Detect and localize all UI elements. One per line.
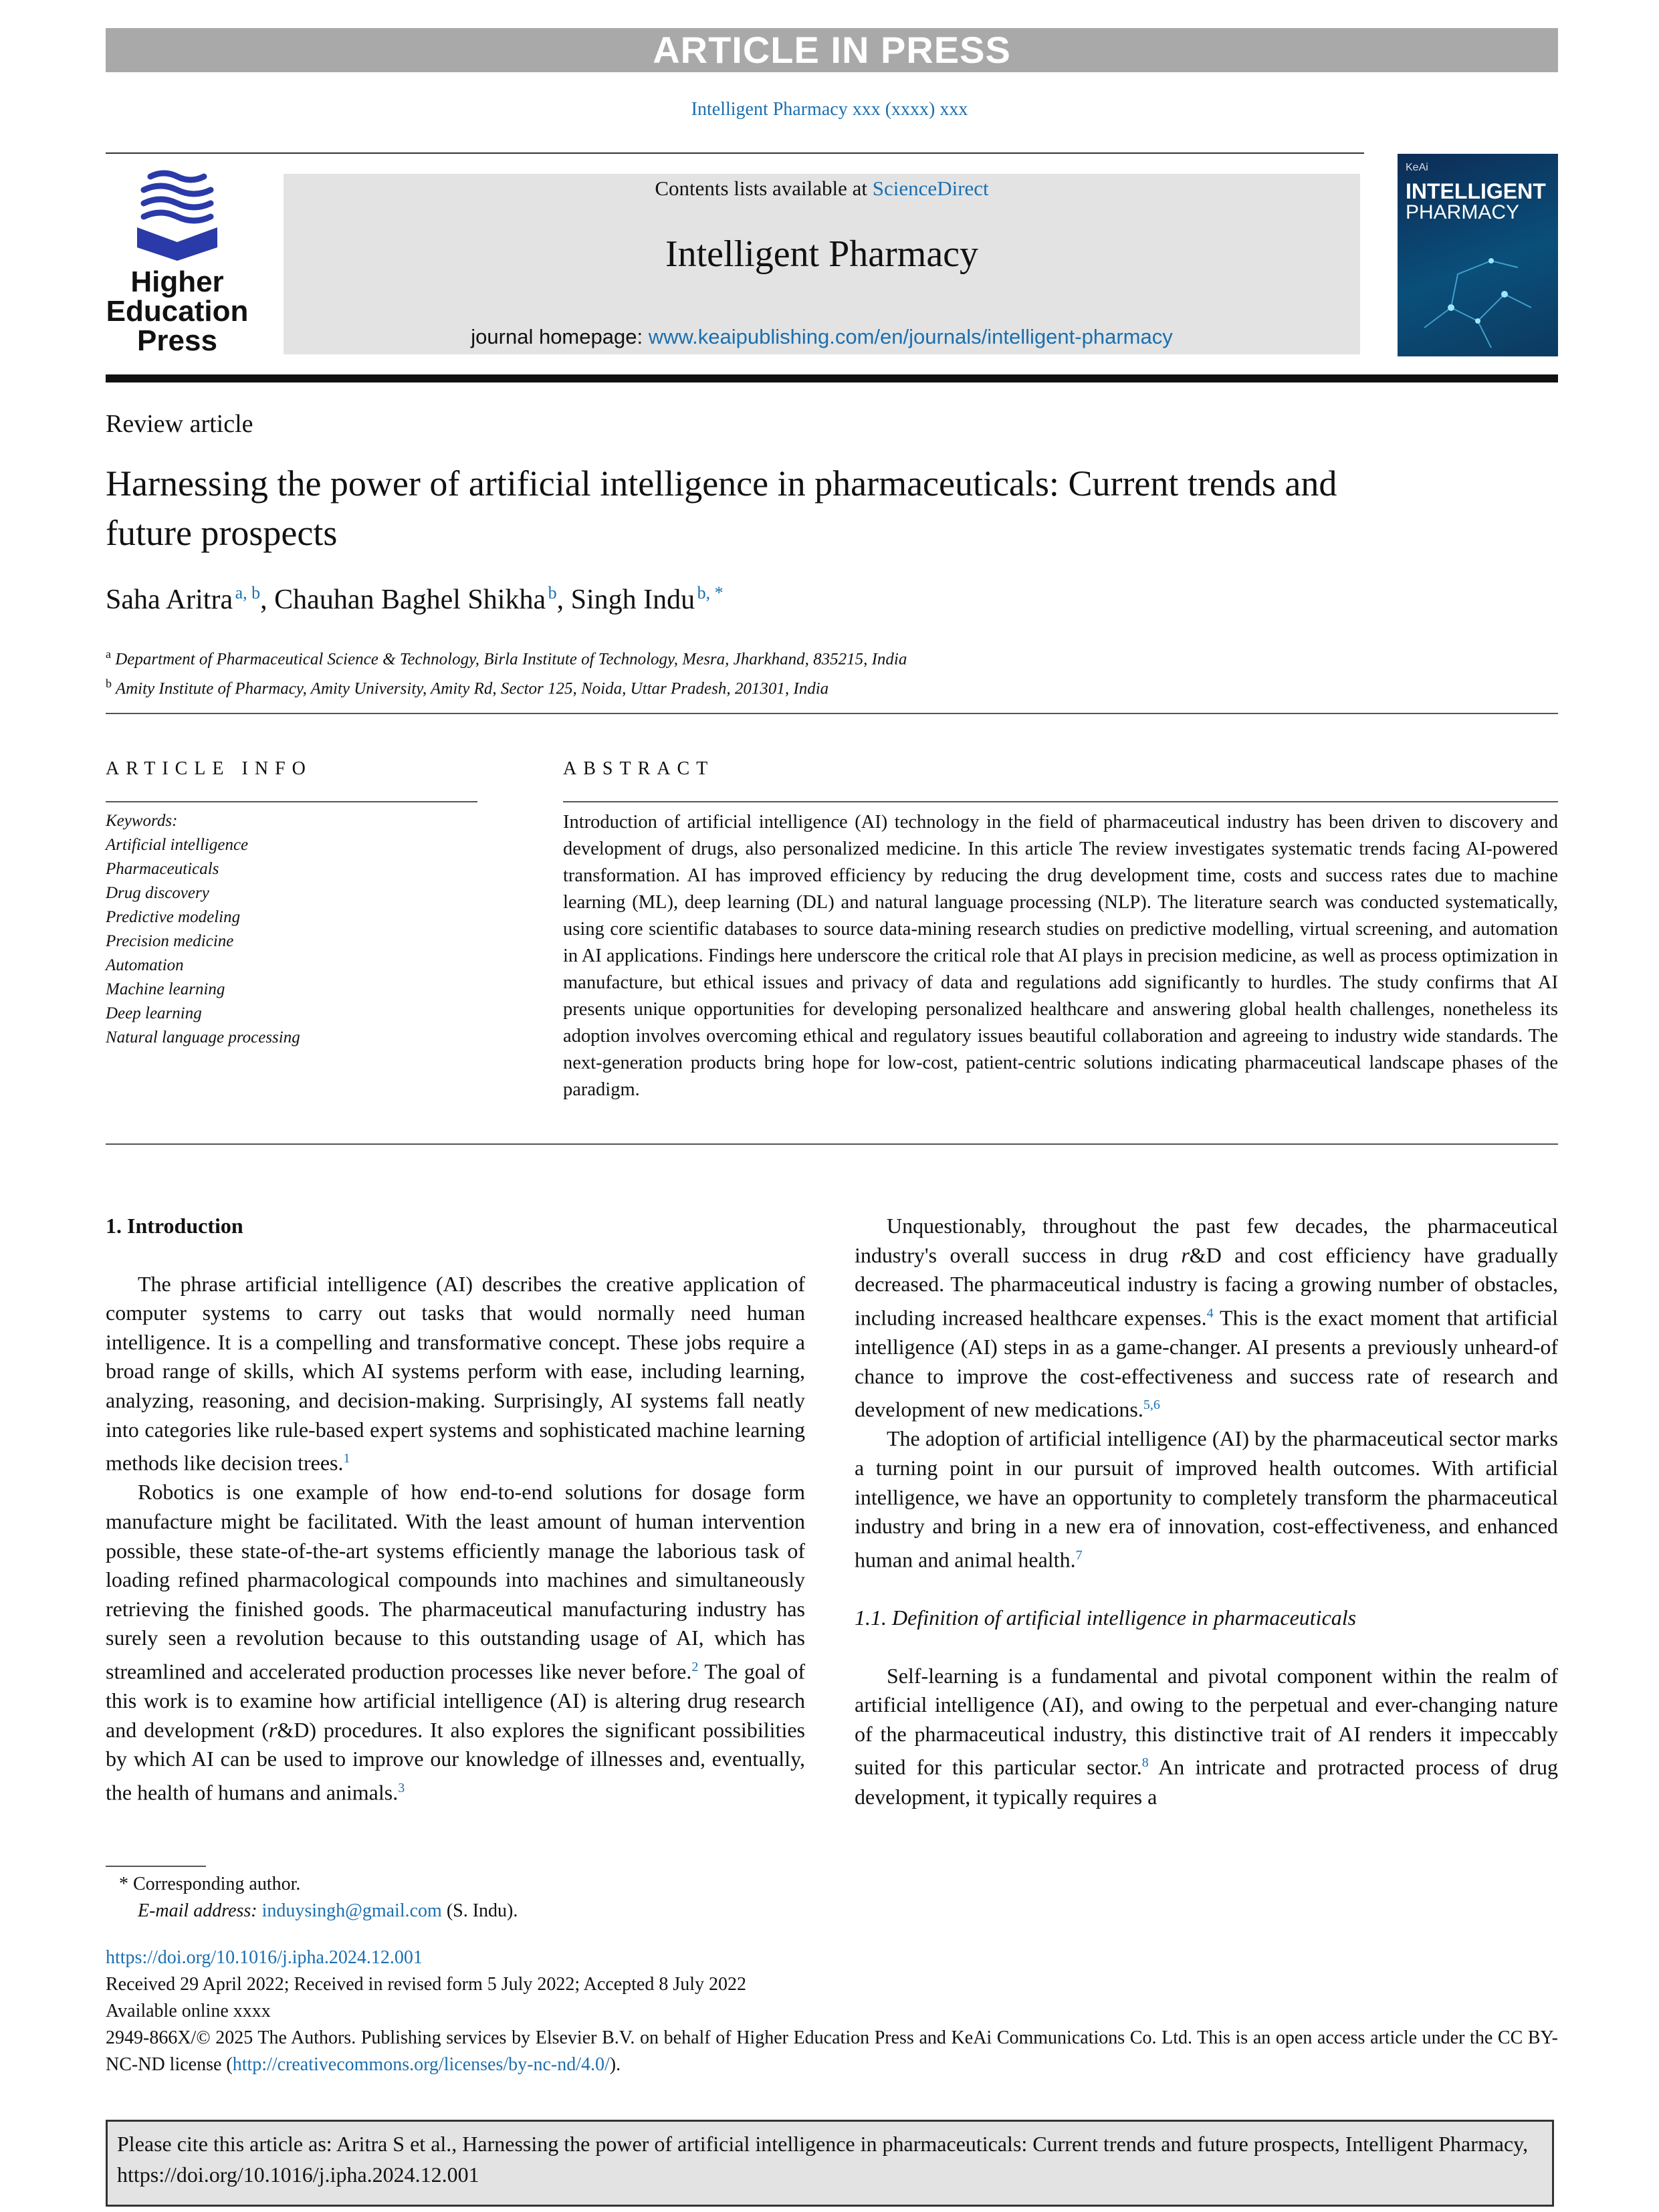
license-statement: 2949-866X/© 2025 The Authors. Publishing services by Elsevier B.V. on behalf of Higher Education Press and KeAi Communications Co. Ltd. This is an open access article under the CC BY-NC-ND license (http://creativecommons.org/licenses/by-nc-nd/4.0/). <box>106 2027 1558 2075</box>
keywords-list <box>106 809 300 1050</box>
author-name: Singh Indu <box>570 584 695 615</box>
header-thick-divider <box>106 374 1558 382</box>
abstract-heading: ABSTRACT <box>563 758 715 779</box>
publisher-logo-line2: Education <box>106 295 249 328</box>
publisher-logo-line1: Higher <box>130 265 224 298</box>
paragraph: Self-learning is a fundamental and pivotal component within the realm of artificial intelligence (AI), and owing to the perpetual and ever-changing nature of the pharmaceutical industry, this distinctive trait of AI renders it impeccably suited for this particular sector.$^8$ An intricate and protracted process of drug development, it typically requires a <box>855 1663 1559 1809</box>
footnote-divider <box>106 1866 206 1867</box>
contents-line: Contents lists available at ScienceDirect <box>655 177 989 200</box>
keyword: Natural language processing <box>106 1028 300 1046</box>
citation-ref[interactable]: 1 <box>343 1451 350 1466</box>
cover-publisher: KeAi <box>1406 162 1428 173</box>
keyword: Predictive modeling <box>106 908 241 926</box>
affiliation-item: $^b$ Amity Institute of Pharmacy, Amity University, Amity Rd, Sector 125, Noida, Uttar Pradesh, 201301, India <box>106 677 829 698</box>
body-column-left <box>106 1212 805 1807</box>
citation-ref[interactable]: 5,6 <box>1143 1398 1160 1413</box>
affiliations <box>106 642 907 701</box>
keyword: Precision medicine <box>106 932 234 950</box>
article-info-heading: ARTICLE INFO <box>106 758 312 779</box>
paragraph: The adoption of artificial intelligence (AI) by the pharmaceutical sector marks a turning point in our pursuit of improved health outcomes. With artificial intelligence, we have an opportunity to completely transform the pharmaceutical industry and bring in a new era of innovation, cost-effectiveness, and enhanced human and animal health.$^7$ <box>855 1426 1558 1572</box>
article-in-press-banner: ARTICLE IN PRESS <box>106 28 1558 72</box>
molecule-graphic-icon <box>1398 227 1558 356</box>
body-column-right <box>855 1212 1558 1811</box>
journal-reference-link[interactable]: Intelligent Pharmacy xxx (xxxx) xxx <box>691 99 968 120</box>
citation-ref[interactable]: 8 <box>1141 1755 1149 1771</box>
journal-title: Intelligent Pharmacy <box>665 233 979 275</box>
article-type: Review article <box>106 410 253 438</box>
corresponding-author-footnote: * Corresponding author. E-mail address: induysingh@gmail.com (S. Indu). <box>119 1874 518 1921</box>
doi-link[interactable]: https://doi.org/10.1016/j.ipha.2024.12.001 <box>106 1947 423 1968</box>
author-name: Saha Aritra <box>106 584 233 615</box>
journal-homepage: journal homepage: www.keaipublishing.com/en/journals/intelligent-pharmacy <box>471 325 1173 348</box>
author-name: Chauhan Baghel Shikha <box>274 584 546 615</box>
author-affiliation-marks[interactable]: b <box>548 583 557 602</box>
citation-ref[interactable]: 3 <box>398 1781 405 1795</box>
publisher-logo-line3: Press <box>137 324 217 357</box>
license-link[interactable]: http://creativecommons.org/licenses/by-nc-nd/4.0/ <box>232 2054 610 2075</box>
citation-ref[interactable]: 4 <box>1206 1305 1214 1321</box>
top-divider <box>106 152 1364 154</box>
author-list: Saha Aritra $^{a, b}$, Chauhan Baghel Shikha $^b$, Singh Indu $^{b, *}$ <box>106 583 724 615</box>
homepage-link[interactable]: www.keaipublishing.com/en/journals/intelligent-pharmacy <box>648 325 1173 348</box>
abstract-divider <box>563 801 1558 802</box>
subsection-heading: 1.1. Definition of artificial intelligence in pharmaceuticals <box>855 1606 1357 1630</box>
received-dates: Received 29 April 2022; Received in revised form 5 July 2022; Accepted 8 July 2022 <box>106 1974 747 1995</box>
keywords-label: Keywords: <box>106 812 178 830</box>
journal-cover-image <box>1398 154 1558 356</box>
keyword: Machine learning <box>106 980 225 998</box>
paragraph: Unquestionably, throughout the past few decades, the pharmaceutical industry's overall success in drug r&D and cost efficiency have gradually decreased. The pharmaceutical industry is facing a growing number of obstacles, including increased healthcare expenses.$^4$ This is the exact moment that artificial intelligence (AI) steps in as a game-changer. AI presents a previously unheard-of chance to improve the cost-effectiveness and success rate of research and development of new medications.$^{5,6}$ <box>855 1214 1559 1422</box>
keyword: Drug discovery <box>106 884 209 902</box>
article-info-divider <box>106 801 477 802</box>
publication-info <box>106 1945 1558 2078</box>
email-link[interactable]: induysingh@gmail.com <box>261 1900 442 1921</box>
article-title: Harnessing the power of artificial intelligence in pharmaceuticals: Current trends and future prospects <box>106 463 1337 553</box>
affiliation-item: $^a$ Department of Pharmaceutical Science & Technology, Birla Institute of Technology, Mesra, Jharkhand, 835215, India <box>106 647 907 669</box>
sciencedirect-link[interactable]: ScienceDirect <box>872 177 989 200</box>
paragraph: Robotics is one example of how end-to-end solutions for dosage form manufacture might be facilitated. With the least amount of human intervention possible, these state-of-the-art systems efficiently manage the laborious task of loading refined pharmacological compounds into machines and simultaneously retrieving the finished goods. The pharmaceutical manufacturing industry has surely seen a revolution because to this outstanding usage of AI, which has streamlined and accelerated production processes like never before.$^2$ The goal of this work is to examine how artificial intelligence (AI) is altering drug research and development (r&D) procedures. It also explores the significant possibilities by which AI can be used to improve our knowledge of illnesses and, eventually, the health of humans and animals.$^3$ <box>106 1480 806 1805</box>
journal-masthead <box>284 174 1360 354</box>
paragraph: The phrase artificial intelligence (AI) describes the creative application of computer systems to carry out tasks that would normally need human intelligence. It is a compelling and transformative concept. These jobs require a broad range of skills, which AI systems perform with ease, including learning, analyzing, reasoning, and decision-making. Surprisingly, AI systems fall neatly into categories like rule-based expert systems and sophisticated machine learning methods like decision trees.$^1$ <box>106 1271 805 1475</box>
keyword: Automation <box>106 956 184 974</box>
citation-ref[interactable]: 2 <box>691 1659 699 1674</box>
keyword: Artificial intelligence <box>106 836 249 854</box>
abstract-text: Introduction of artificial intelligence (AI) technology in the field of pharmaceutical industry has been driven to discovery and development of drugs, also personalized medicine. In this article The review investigates systematic trends facing AI-powered transformation. AI has improved efficiency by reducing the drug development time, costs and success rates due to machine learning (ML), deep learning (DL) and natural language processing (NLP). The literature search was conducted systematically, using core scientific databases to source data-mining research studies on predictive modelling, virtual screening, and automation in AI applications. Findings here underscore the critical role that AI plays in precision medicine, as well as process optimization in manufacture, but ethical issues and privacy of data and regulations add significantly to hurdles. The study confirms that AI presents unique opportunities for developing personalized healthcare and answering global health challenges, nonetheless its adoption involves overcoming ethical and regulatory issues beautiful collaboration and agreeing to industry wide standards. The next-generation products bring hope for low-cost, patient-centric solutions indicating pharmaceutical landscape phases of the paradigm. <box>563 812 1558 1100</box>
author-affiliation-marks[interactable]: b, * <box>697 583 724 602</box>
abstract-end-divider <box>106 1143 1558 1145</box>
keyword: Pharmaceuticals <box>106 860 219 878</box>
book-waves-logo-icon <box>130 169 224 262</box>
available-online: Available online xxxx <box>106 2001 271 2021</box>
author-affiliation-marks[interactable]: a, b <box>235 583 261 602</box>
section-heading-introduction: 1. Introduction <box>106 1214 243 1238</box>
cover-title-line2: PHARMACY <box>1406 201 1520 223</box>
publisher-logo <box>100 169 254 362</box>
citation-box: Please cite this article as: Aritra S et al., Harnessing the power of artificial intelligence in pharmaceuticals: Current trends and future prospects, Intelligent Pharmacy, https://doi.org/10.1016/j.ipha.2024.12.001 <box>106 2120 1554 2207</box>
citation-ref[interactable]: 7 <box>1075 1547 1083 1563</box>
cover-title-line1: INTELLIGENT <box>1406 179 1546 203</box>
affiliation-divider <box>106 713 1558 714</box>
keyword: Deep learning <box>106 1004 202 1022</box>
